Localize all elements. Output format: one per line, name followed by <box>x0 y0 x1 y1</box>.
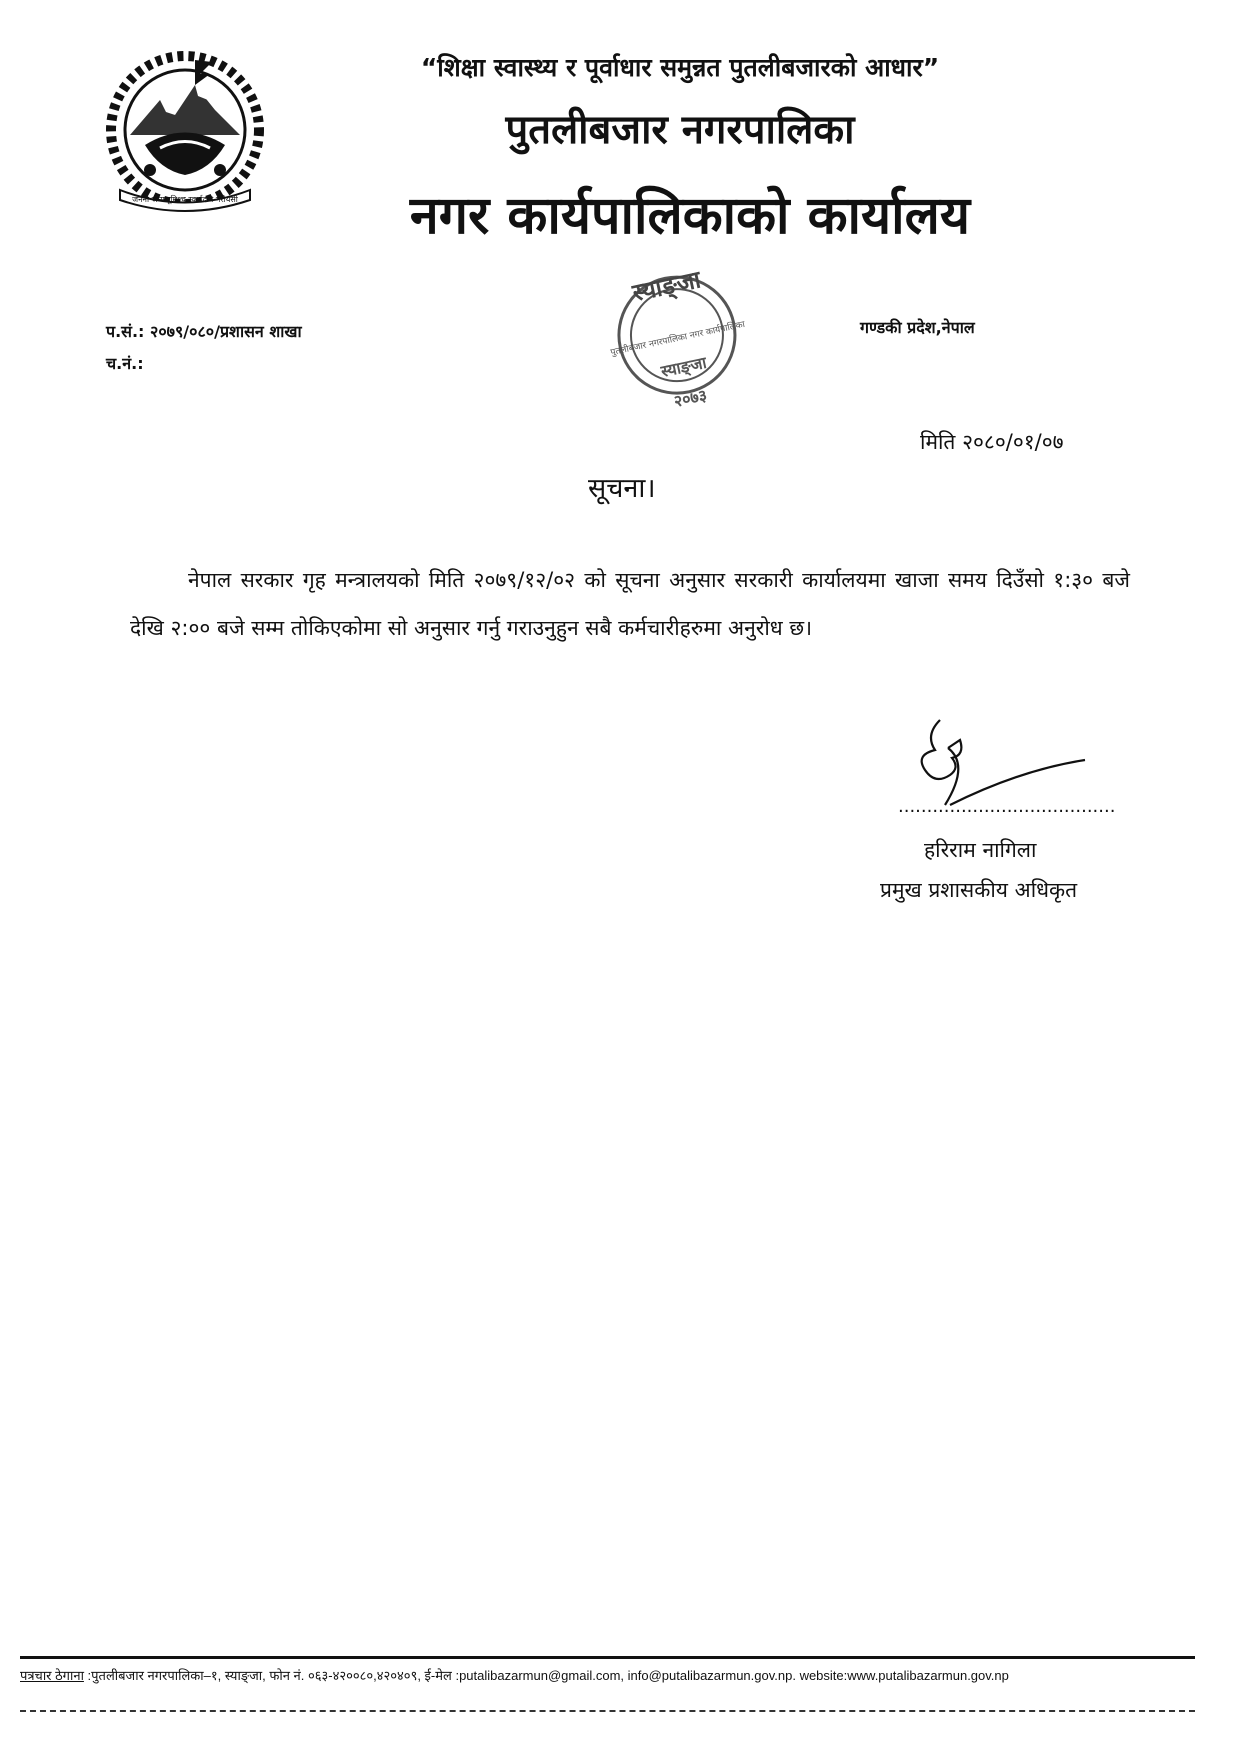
stamp-ring-text: पुतलीबजार नगरपालिका नगर कार्यपालिका <box>609 319 746 359</box>
office-name: नगर कार्यपालिकाको कार्यालय <box>409 186 971 246</box>
stamp-center-text: स्याङ्जा <box>659 352 709 381</box>
signatory-name: हरिराम नागिला <box>924 838 1037 862</box>
notice-title: सूचना। <box>588 473 656 504</box>
notice-date: मिति २०८०/०१/०७ <box>920 430 1064 454</box>
notice-body: नेपाल सरकार गृह मन्त्रालयको मिति २०७९/१२/०२ को सूचना अनुसार सरकारी कार्यालयमा खाजा समय दिउँसो १:३० बजे देखि २:०० बजे सम्म तोकिएकोमा सो अनुसार गर्नु गराउनुहुन सबै कर्मचारीहरुमा अनुरोध छ। <box>130 568 1130 640</box>
footer-contact: :पुतलीबजार नगरपालिका–१, स्याङ्जा, फोन नं. ०६३-४२००८०,४२०४०९, ई-मेल :putalibazarmun@gmail.com, info@putalibazarmun.gov.np. website:www.putalibazarmun.gov.np <box>83 1668 1009 1683</box>
footer-divider <box>20 1656 1195 1659</box>
stamp-top-text: स्याङ्जा <box>630 265 704 308</box>
province-label: गण्डकी प्रदेश,नेपाल <box>860 318 975 337</box>
header-slogan: “शिक्षा स्वास्थ्य र पूर्वाधार समुन्नत पुतलीबजारको आधार” <box>420 53 940 82</box>
nepal-government-emblem <box>90 40 280 220</box>
dispatch-number: च.नं.: <box>106 354 144 373</box>
footer-label: पत्रचार ठेगाना <box>20 1668 84 1683</box>
office-stamp <box>578 255 778 425</box>
signatory-title: प्रमुख प्रशासकीय अधिकृत <box>880 878 1078 902</box>
emblem-ribbon-text: जननी जन्मभूमिश्च स्वर्गादपि गरीयसी <box>132 195 238 204</box>
footer-dashed-line <box>20 1710 1195 1712</box>
signature-line: ...................................... <box>898 796 1116 817</box>
reference-number: प.सं.: २०७९/०८०/प्रशासन शाखा <box>106 322 302 341</box>
footer-address <box>20 1666 1195 1684</box>
stamp-year: २०७३ <box>672 385 709 411</box>
municipality-name: पुतलीबजार नगरपालिका <box>505 107 855 153</box>
